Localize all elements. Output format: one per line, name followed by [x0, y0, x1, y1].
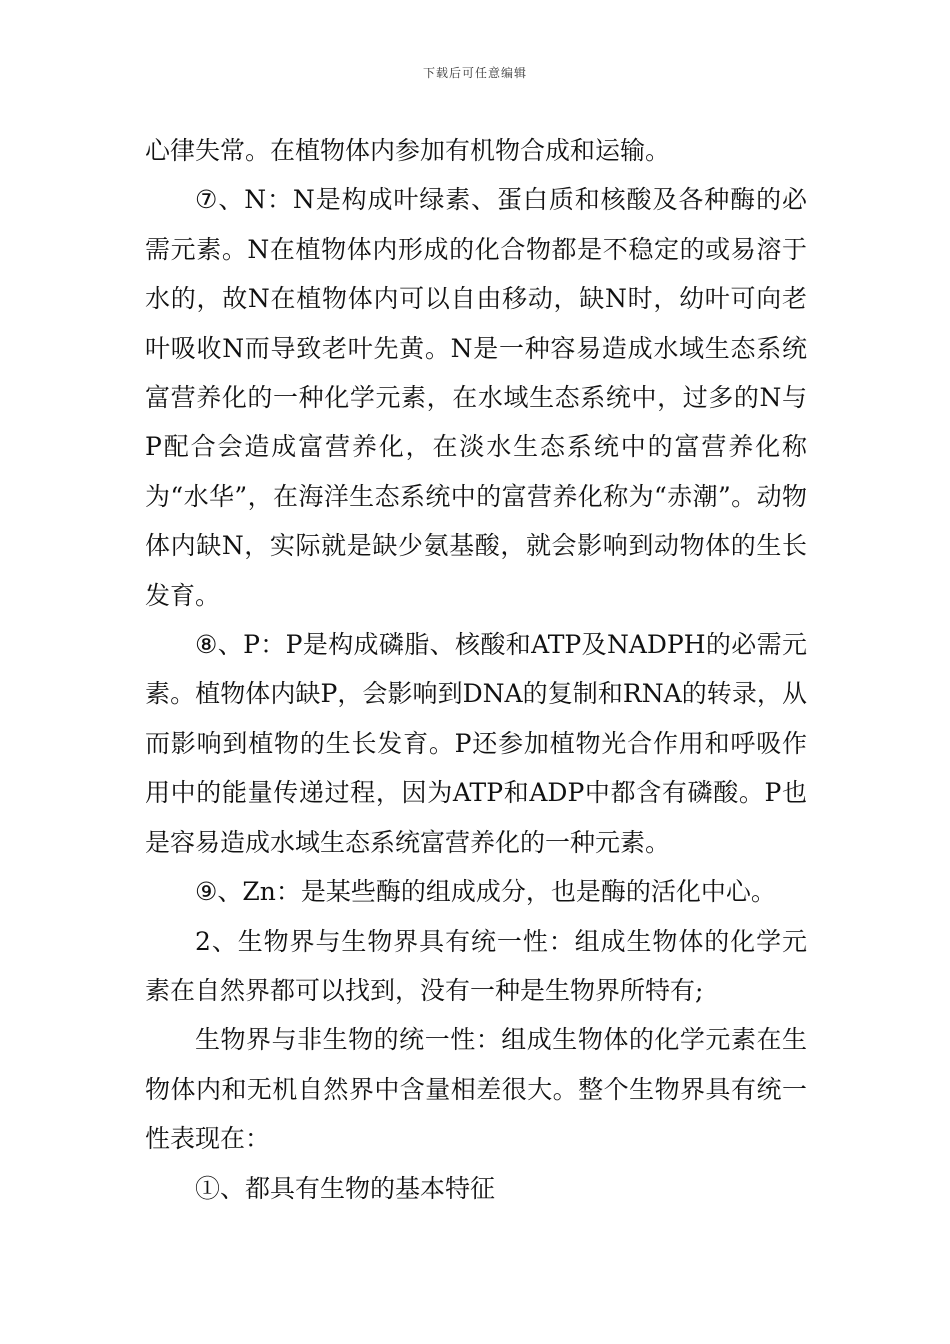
paragraph-phosphorus: ⑧、P：P是构成磷脂、核酸和ATP及NADPH的必需元素。植物体内缺P，会影响到DNA的复制和RNA的转录，从而影响到植物的生长发育。P还参加植物光合作用和呼吸作用中的能量传递过程，因为ATP和ADP中都含有磷酸。P也是容易造成水域生态系统富营养化的一种元素。 — [145, 630, 807, 857]
paragraph-unity-nonliving: 生物界与非生物的统一性：组成生物体的化学元素在生物体内和无机自然界中含量相差很大。整个生物界具有统一性表现在： — [145, 1025, 807, 1154]
page-header: 下载后可任意编辑 — [422, 66, 527, 80]
paragraph-nitrogen: ⑦、N：N是构成叶绿素、蛋白质和核酸及各种酶的必需元素。N在植物体内形成的化合物都是不稳定的或易溶于水的，故N在植物体内可以自由移动，缺N时，幼叶可向老叶吸收N而导致老叶先黄。N是一种容易造成水域生态系统富营养化的一种化学元素，在水域生态系统中，过多的N与P配合会造成富营养化，在淡水生态系统中的富营养化称为“水华”，在海洋生态系统中的富营养化称为“赤潮”。动物体内缺N，实际就是缺少氨基酸，就会影响到动物体的生长发育。 — [145, 185, 807, 610]
paragraph-zinc: ⑨、Zn：是某些酶的组成成分，也是酶的活化中心。 — [195, 877, 776, 907]
paragraph-unity-living: 2、生物界与生物界具有统一性：组成生物体的化学元素在自然界都可以找到，没有一种是生物界所特有; — [145, 926, 807, 1005]
paragraph-basic-features: ①、都具有生物的基本特征 — [195, 1173, 496, 1203]
document-body — [145, 126, 807, 1213]
paragraph-continuation: 心律失常。在植物体内参加有机物合成和运输。 — [145, 136, 671, 165]
